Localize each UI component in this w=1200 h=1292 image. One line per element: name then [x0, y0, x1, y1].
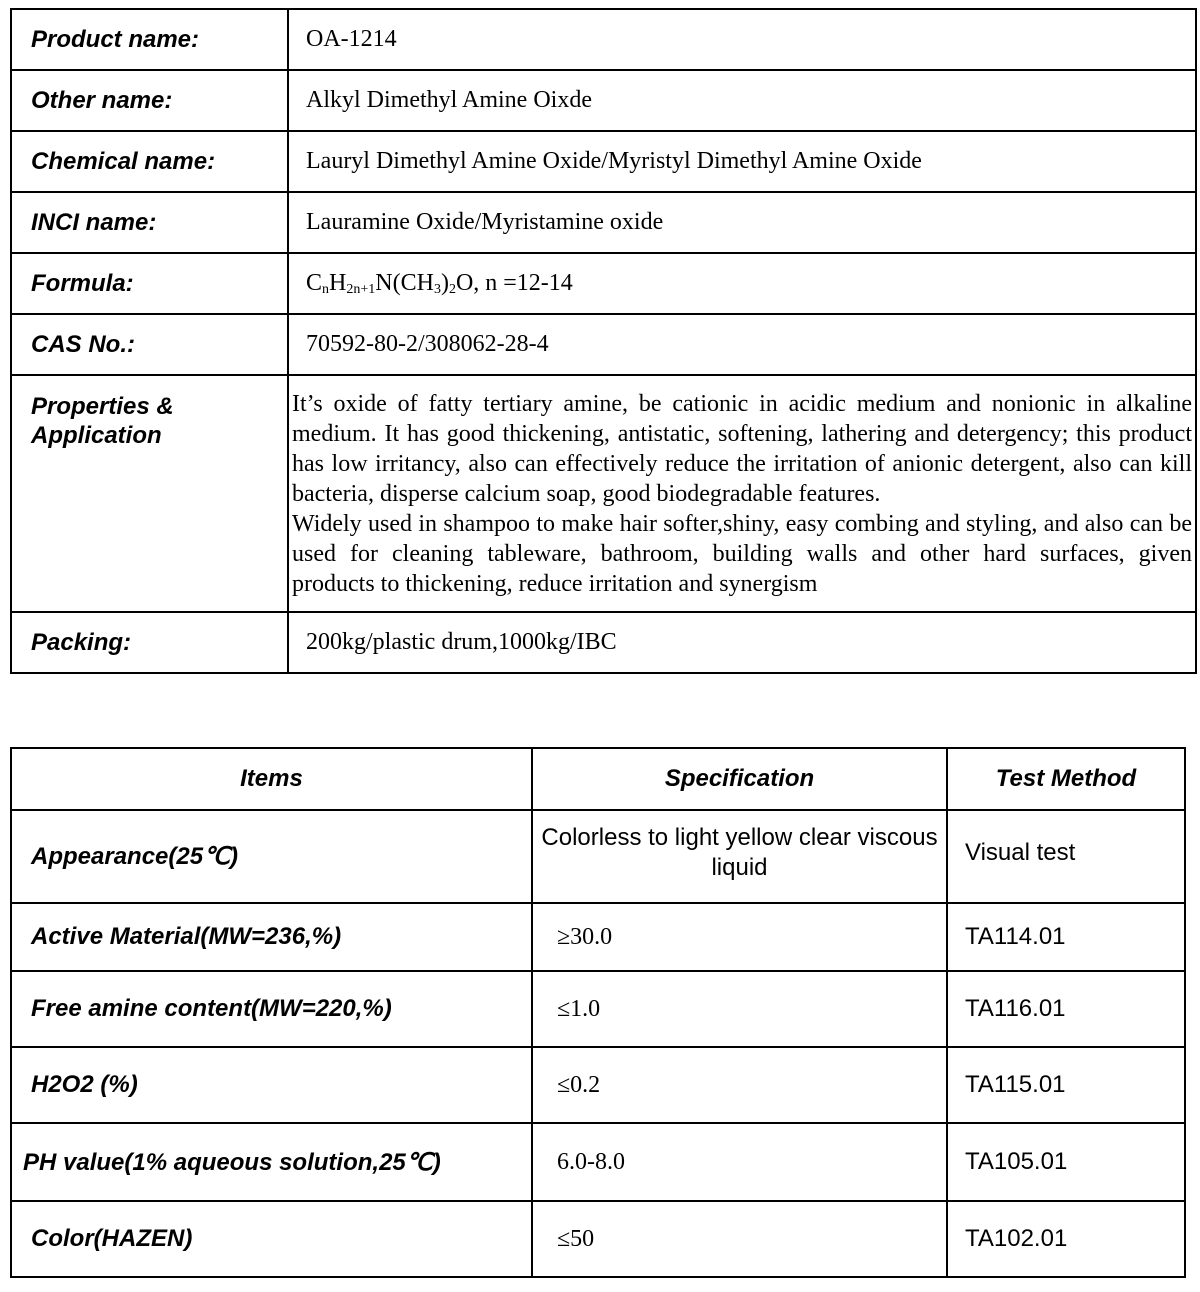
formula-sub-2n1: 2n+1 [346, 282, 376, 297]
spec-active-material: ≥30.0 [532, 903, 947, 971]
method-free-amine: TA116.01 [947, 971, 1185, 1047]
spec-color: ≤50 [532, 1201, 947, 1277]
formula-part-1: N(CH [375, 270, 434, 296]
row-cas [11, 314, 1196, 375]
value-chemical-name: Lauryl Dimethyl Amine Oxide/Myristyl Dimethyl Amine Oxide [288, 131, 1196, 192]
label-properties [11, 375, 288, 612]
row-other-name [11, 70, 1196, 131]
item-ph-value: PH value(1% aqueous solution,25℃) [11, 1123, 532, 1201]
spec-row-appearance [11, 810, 1185, 903]
method-ph-value: TA105.01 [947, 1123, 1185, 1201]
label-packing: Packing: [11, 612, 288, 673]
formula-part-3: O, n =12-14 [455, 270, 573, 296]
label-properties-line2: Application [31, 422, 162, 449]
row-properties [11, 375, 1196, 612]
formula-sub-3: 3 [433, 282, 441, 297]
header-test-method: Test Method [947, 748, 1185, 810]
value-formula [288, 253, 1196, 314]
item-active-material: Active Material(MW=236,%) [11, 903, 532, 971]
spec-appearance: Colorless to light yellow clear viscous liquid [532, 810, 947, 903]
spec-h2o2: ≤0.2 [532, 1047, 947, 1123]
spec-ph-value: 6.0-8.0 [532, 1123, 947, 1201]
item-h2o2: H2O2 (%) [11, 1047, 532, 1123]
label-cas: CAS No.: [11, 314, 288, 375]
value-properties [288, 375, 1196, 612]
row-chemical-name [11, 131, 1196, 192]
method-color: TA102.01 [947, 1201, 1185, 1277]
spec-row-free-amine [11, 971, 1185, 1047]
item-color: Color(HAZEN) [11, 1201, 532, 1277]
formula-sub-n: n [322, 282, 330, 297]
formula-h: H [329, 270, 347, 296]
row-inci-name [11, 192, 1196, 253]
row-product-name [11, 9, 1196, 70]
spec-row-active-material [11, 903, 1185, 971]
product-info-table [10, 8, 1197, 674]
label-other-name: Other name: [11, 70, 288, 131]
method-h2o2: TA115.01 [947, 1047, 1185, 1123]
spec-row-color [11, 1201, 1185, 1277]
value-other-name: Alkyl Dimethyl Amine Oixde [288, 70, 1196, 131]
item-appearance: Appearance(25℃) [11, 810, 532, 903]
properties-paragraph-2: Widely used in shampoo to make hair softer,shiny, easy combing and styling, and also can be used for cleaning tableware, bathroom, building walls and other hard surfaces, given products to thickening, reduce irritation and synergism [292, 511, 1192, 597]
formula-part-2: ) [440, 270, 449, 296]
header-items: Items [11, 748, 532, 810]
spec-free-amine: ≤1.0 [532, 971, 947, 1047]
properties-paragraph-1: It’s oxide of fatty tertiary amine, be cationic in acidic medium and nonionic in alkaline medium. It has good thickening, antistatic, softening, lathering and detergency; this product has low irritancy, also can effectively reduce the irritation of anionic detergent, also can kill bacteria, disperse calcium soap, good biodegradable features. [292, 391, 1192, 507]
label-product-name: Product name: [11, 9, 288, 70]
label-inci-name: INCI name: [11, 192, 288, 253]
spec-row-ph-value [11, 1123, 1185, 1201]
method-active-material: TA114.01 [947, 903, 1185, 971]
spec-header-row [11, 748, 1185, 810]
value-cas: 70592-80-2/308062-28-4 [288, 314, 1196, 375]
method-appearance: Visual test [947, 810, 1185, 903]
value-product-name: OA-1214 [288, 9, 1196, 70]
spec-row-h2o2 [11, 1047, 1185, 1123]
item-free-amine: Free amine content(MW=220,%) [11, 971, 532, 1047]
value-packing: 200kg/plastic drum,1000kg/IBC [288, 612, 1196, 673]
formula-sub-2: 2 [448, 282, 456, 297]
header-specification: Specification [532, 748, 947, 810]
specification-table [10, 747, 1186, 1278]
row-formula [11, 253, 1196, 314]
row-packing [11, 612, 1196, 673]
formula-c: C [306, 270, 323, 296]
label-chemical-name: Chemical name: [11, 131, 288, 192]
value-inci-name: Lauramine Oxide/Myristamine oxide [288, 192, 1196, 253]
label-formula: Formula: [11, 253, 288, 314]
label-properties-line1: Properties & [31, 393, 174, 420]
